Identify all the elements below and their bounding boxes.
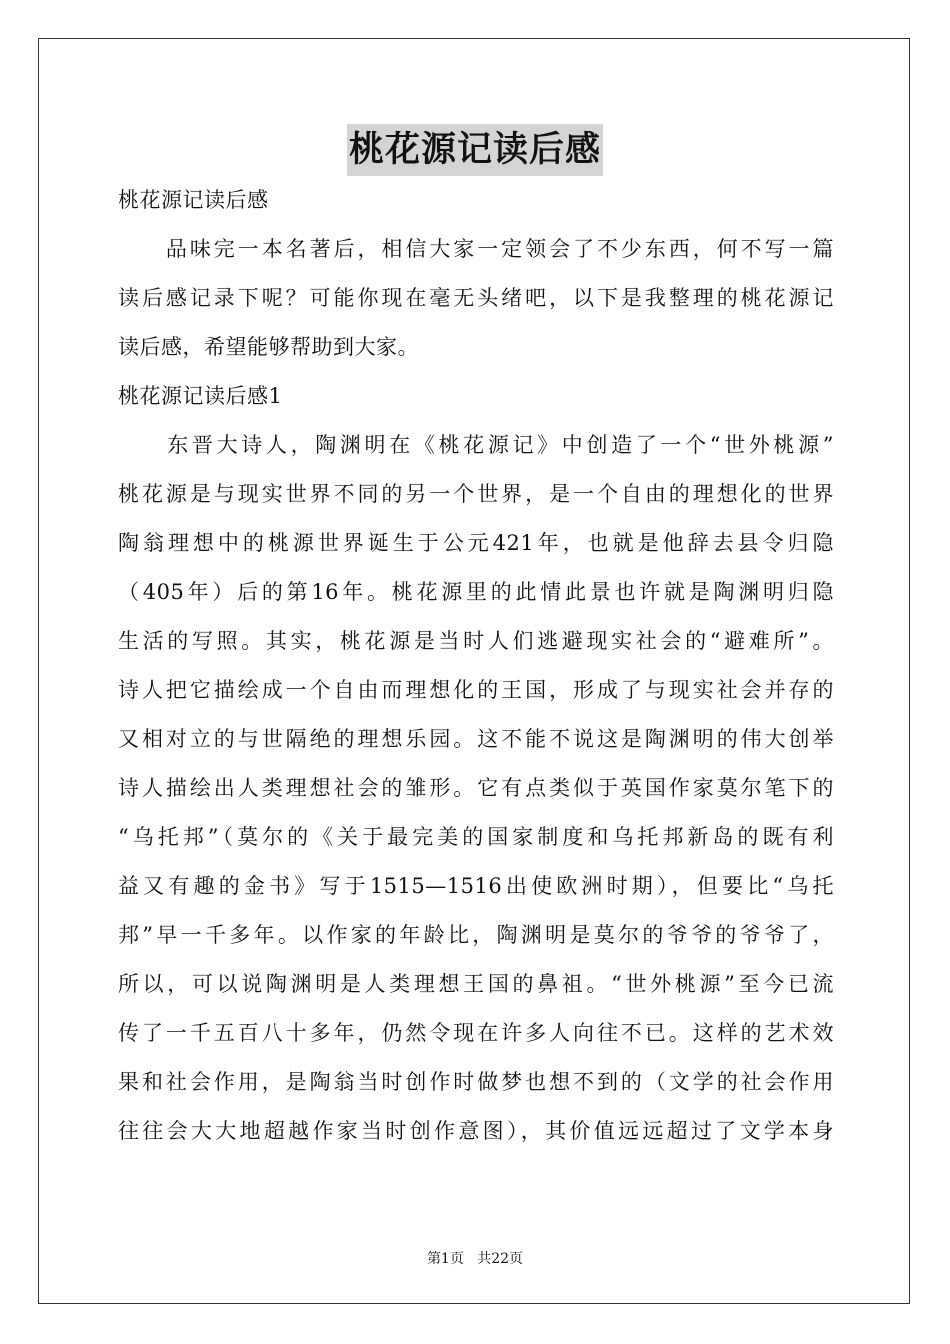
document-body	[118, 176, 834, 1156]
body-line: 生活的写照。其实，桃花源是当时人们逃避现实社会的“避难所”。	[118, 629, 834, 653]
body-line: “乌托邦”（莫尔的《关于最完美的国家制度和乌托邦新岛的既有利	[118, 825, 834, 849]
body-line: 果和社会作用，是陶翁当时创作时做梦也想不到的（文学的社会作用	[118, 1070, 834, 1094]
body-line: 品味完一本名著后，相信大家一定领会了不少东西，何不写一篇	[118, 237, 834, 261]
section-heading: 桃花源记读后感1	[118, 384, 283, 408]
page-total: 共22页	[477, 1251, 524, 1267]
body-line: 传了一千五百八十多年，仍然令现在许多人向往不已。这样的艺术效	[118, 1021, 834, 1045]
subtitle-line: 桃花源记读后感	[118, 188, 269, 212]
body-line: 所以，可以说陶渊明是人类理想王国的鼻祖。“世外桃源”至今已流	[118, 972, 834, 996]
body-line: 读后感记录下呢？可能你现在毫无头绪吧，以下是我整理的桃花源记	[118, 286, 834, 310]
body-line: 邦”早一千多年。以作家的年龄比，陶渊明是莫尔的爷爷的爷爷了，	[118, 923, 834, 947]
body-line: 东晋大诗人，陶渊明在《桃花源记》中创造了一个“世外桃源”	[118, 433, 834, 457]
document-title: 桃花源记读后感	[0, 124, 950, 176]
body-line: 益又有趣的金书》写于1515—1516出使欧洲时期），但要比“乌托	[118, 874, 834, 898]
body-line: 诗人描绘出人类理想社会的雏形。它有点类似于英国作家莫尔笔下的	[118, 776, 834, 800]
body-line: 陶翁理想中的桃源世界诞生于公元421年，也就是他辞去县令归隐	[118, 531, 834, 555]
body-line: 读后感，希望能够帮助到大家。	[118, 335, 419, 359]
body-line: 桃花源是与现实世界不同的另一个世界，是一个自由的理想化的世界	[118, 482, 834, 506]
body-line: （405年）后的第16年。桃花源里的此情此景也许就是陶渊明归隐	[118, 580, 834, 604]
page-number: 第1页	[426, 1251, 464, 1267]
body-line: 往往会大大地超越作家当时创作意图），其价值远远超过了文学本身	[118, 1119, 834, 1143]
body-line: 诗人把它描绘成一个自由而理想化的王国，形成了与现实社会并存的	[118, 678, 834, 702]
body-line: 又相对立的与世隔绝的理想乐园。这不能不说这是陶渊明的伟大创举	[118, 727, 834, 751]
page-footer	[0, 1248, 950, 1268]
